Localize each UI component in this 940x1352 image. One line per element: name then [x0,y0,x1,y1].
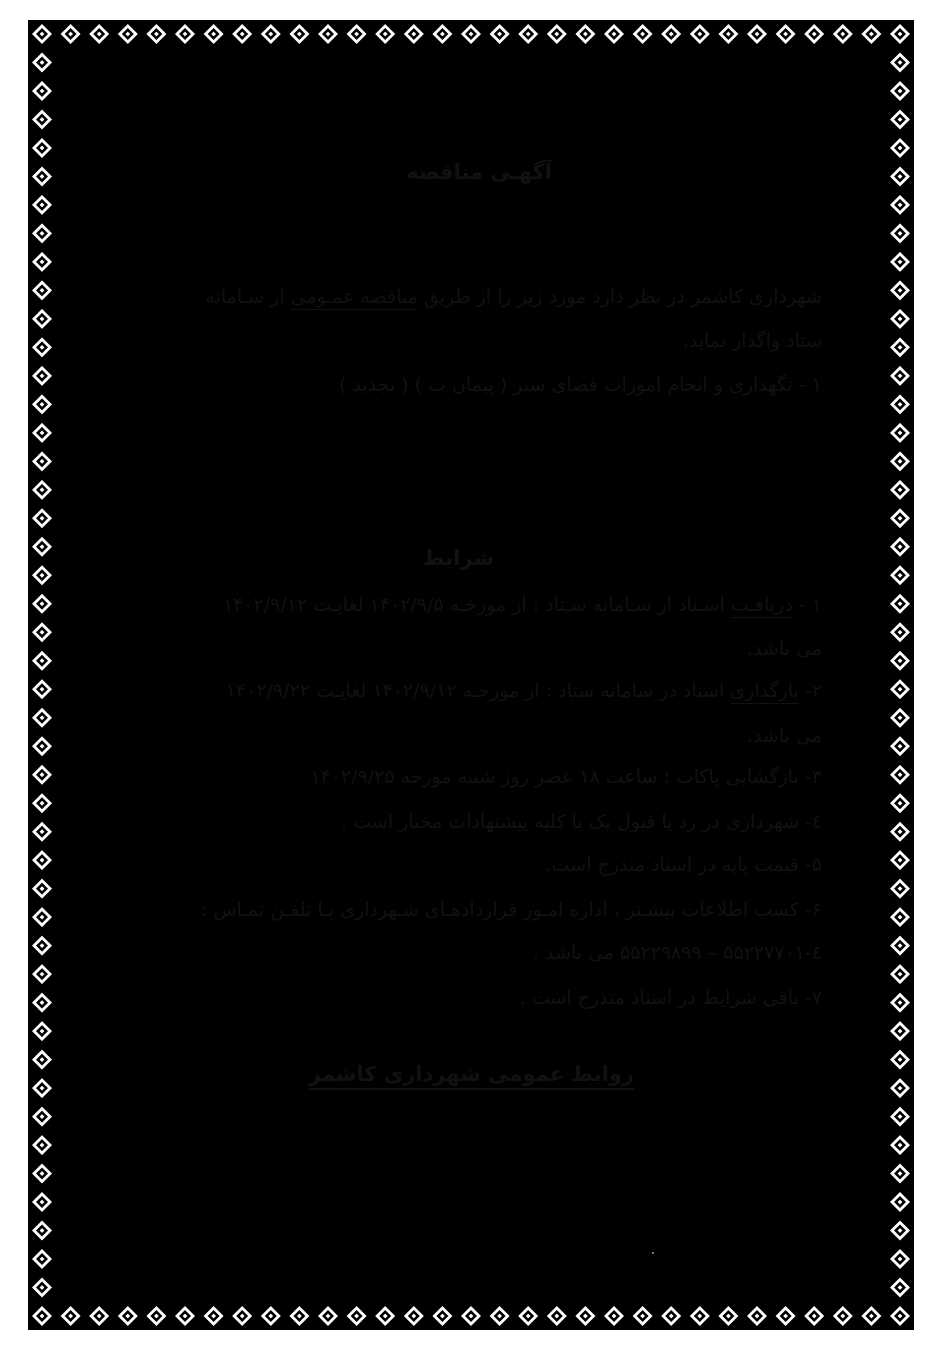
border-diamond-icon [890,594,910,614]
border-diamond-icon [32,1107,52,1127]
border-diamond-icon [518,24,538,44]
border-diamond-icon [118,24,138,44]
border-diamond-icon [575,24,595,44]
border-diamond-icon [32,109,52,129]
border-diamond-icon [32,1050,52,1070]
border-diamond-icon [890,81,910,101]
border-diamond-icon [747,1306,767,1326]
border-diamond-icon [890,822,910,842]
border-diamond-icon [890,736,910,756]
border-diamond-icon [32,708,52,728]
border-diamond-icon [890,622,910,642]
border-diamond-icon [890,280,910,300]
border-diamond-icon [61,1306,81,1326]
border-diamond-icon [318,24,338,44]
border-diamond-icon [890,936,910,956]
border-diamond-icon [32,594,52,614]
border-diamond-icon [890,993,910,1013]
condition-1-line-2: می باشد. [746,638,822,660]
condition-5: ۵- قیمت پایه در اسناد مندرج است. [545,854,822,876]
border-diamond-icon [32,622,52,642]
border-diamond-icon [890,480,910,500]
conditions-heading: شرایط [422,546,494,570]
border-diamond-icon [32,565,52,585]
border-diamond-icon [890,24,910,44]
condition-6-line-2: ٤-۵۵۲۲۷۷۰۱ – ۵۵۲۲۹۸۹۹ می باشد . [532,942,822,964]
condition-7: ۷- باقی شرایط در اسناد مندرج است . [519,987,822,1009]
border-diamond-icon [32,1221,52,1241]
border-diamond-icon [890,793,910,813]
border-diamond-icon [747,24,767,44]
border-diamond-icon [261,24,281,44]
border-diamond-icon [318,1306,338,1326]
border-diamond-icon [146,1306,166,1326]
intro-line-1 [205,286,822,308]
border-diamond-icon [32,765,52,785]
border-diamond-icon [347,24,367,44]
border-diamond-icon [718,24,738,44]
border-diamond-icon [490,24,510,44]
border-diamond-icon [890,394,910,414]
border-diamond-icon [32,679,52,699]
border-diamond-icon [61,24,81,44]
border-diamond-icon [232,24,252,44]
border-diamond-icon [890,1192,910,1212]
border-diamond-icon [890,423,910,443]
border-diamond-icon [633,1306,653,1326]
border-diamond-icon [32,394,52,414]
border-diamond-icon [175,24,195,44]
border-diamond-icon [32,736,52,756]
condition-2-text: اسناد در سامانه ستاد : از مورخـه ۱۴۰۲/۹/۱۲ لغایـت ۱۴۰۲/۹/۲۲ [225,680,731,702]
border-diamond-icon [32,480,52,500]
border-diamond-icon [890,309,910,329]
border-diamond-icon [32,451,52,471]
border-diamond-icon [890,1278,910,1298]
border-diamond-icon [32,1021,52,1041]
border-diamond-icon [32,651,52,671]
border-diamond-icon [575,1306,595,1326]
border-diamond-icon [32,964,52,984]
border-diamond-icon [604,24,624,44]
border-diamond-icon [32,993,52,1013]
signature-footer: روابط عمومی شهرداری کاشمر [308,1062,634,1086]
border-diamond-icon [890,850,910,870]
border-diamond-icon [232,1306,252,1326]
border-diamond-icon [890,166,910,186]
border-diamond-icon [32,223,52,243]
border-diamond-icon [547,1306,567,1326]
border-diamond-icon [890,708,910,728]
border-diamond-icon [890,337,910,357]
border-diamond-icon [289,24,309,44]
border-diamond-icon [890,195,910,215]
border-diamond-icon [347,1306,367,1326]
border-diamond-icon [89,1306,109,1326]
condition-2-line-2: می باشد. [746,725,822,747]
condition-1 [223,594,822,616]
border-diamond-icon [32,52,52,72]
border-diamond-icon [890,907,910,927]
border-diamond-icon [890,451,910,471]
condition-2-underlined: بارگذاری [730,680,799,702]
border-diamond-icon [289,1306,309,1326]
border-diamond-icon [204,24,224,44]
border-diamond-icon [690,24,710,44]
border-diamond-icon [890,1306,910,1326]
intro-text-b: از سـامانه [205,286,291,308]
condition-2-number: ۲- [798,680,822,702]
border-diamond-icon [661,24,681,44]
border-diamond-icon [833,24,853,44]
border-diamond-icon [32,1192,52,1212]
border-diamond-icon [890,1249,910,1269]
border-diamond-icon [890,964,910,984]
border-pattern-icon [28,20,914,1330]
border-diamond-icon [32,1135,52,1155]
border-diamond-icon [776,1306,796,1326]
border-diamond-icon [890,1221,910,1241]
condition-2 [226,680,822,702]
border-diamond-icon [890,537,910,557]
border-diamond-icon [32,537,52,557]
border-diamond-icon [890,138,910,158]
border-diamond-icon [804,1306,824,1326]
border-diamond-icon [175,1306,195,1326]
border-diamond-icon [890,651,910,671]
border-diamond-icon [776,24,796,44]
condition-1-number: ۱ - [792,594,822,616]
border-diamond-icon [890,679,910,699]
border-diamond-icon [890,765,910,785]
border-diamond-icon [32,280,52,300]
border-diamond-icon [833,1306,853,1326]
condition-6: ۶- کسب اطلاعات بیشـتر ، اداره امـور قراردادهـای شـهرداری بـا تلفـن تمـاس : [200,899,822,921]
border-diamond-icon [32,508,52,528]
item-1: ۱ - نگهداری و انجام امورات فضای سبز ( پیمان ب ) ( تجدید ) [338,374,822,396]
border-diamond-icon [32,879,52,899]
border-diamond-icon [661,1306,681,1326]
border-diamond-icon [890,508,910,528]
border-diamond-icon [547,24,567,44]
condition-3: ۳- بازگشایی پاکات : ساعت ۱۸ عصر روز شنبه مورخه ۱۴۰۲/۹/۲۵ [310,766,822,788]
border-diamond-icon [32,822,52,842]
border-diamond-icon [375,1306,395,1326]
border-diamond-icon [890,565,910,585]
border-diamond-icon [32,195,52,215]
border-diamond-icon [32,24,52,44]
border-diamond-icon [32,1249,52,1269]
border-diamond-icon [432,24,452,44]
border-diamond-icon [432,1306,452,1326]
border-diamond-icon [32,1164,52,1184]
border-diamond-icon [32,1278,52,1298]
border-diamond-icon [461,1306,481,1326]
border-diamond-icon [89,24,109,44]
intro-line-2: ستاد واگذار نماید. [682,330,822,352]
condition-4: ٤- شهرداری در رد یا قبول یک یا کلیه پیشنهادات مختار است . [341,811,822,833]
border-diamond-icon [890,1078,910,1098]
scan-speck [652,1252,654,1254]
border-diamond-icon [32,252,52,272]
intro-underlined: مناقصه عمـومی [290,286,418,308]
border-diamond-icon [32,309,52,329]
intro-text-a: شهرداری کاشمر در نظر دارد مورد زیر را از طریق [417,286,822,308]
border-diamond-icon [890,1050,910,1070]
border-diamond-icon [861,24,881,44]
border-diamond-icon [32,936,52,956]
border-diamond-icon [404,24,424,44]
border-diamond-icon [804,24,824,44]
border-diamond-icon [461,24,481,44]
border-diamond-icon [32,793,52,813]
border-diamond-icon [32,907,52,927]
border-diamond-icon [633,24,653,44]
border-diamond-icon [32,81,52,101]
border-diamond-icon [518,1306,538,1326]
border-diamond-icon [32,337,52,357]
border-diamond-icon [890,252,910,272]
border-diamond-icon [146,24,166,44]
border-diamond-icon [890,366,910,386]
border-diamond-icon [490,1306,510,1326]
border-diamond-icon [890,52,910,72]
border-diamond-icon [261,1306,281,1326]
border-diamond-icon [890,1164,910,1184]
border-diamond-icon [690,1306,710,1326]
border-diamond-icon [861,1306,881,1326]
border-diamond-icon [604,1306,624,1326]
border-diamond-icon [718,1306,738,1326]
page-title: آگهـی مناقصه [406,160,552,184]
border-diamond-icon [204,1306,224,1326]
border-diamond-icon [890,223,910,243]
decorative-border [28,20,914,1330]
border-diamond-icon [890,109,910,129]
border-diamond-icon [375,24,395,44]
border-diamond-icon [32,1306,52,1326]
border-diamond-icon [32,1078,52,1098]
border-diamond-icon [32,850,52,870]
condition-1-text: اسـناد از سـامانه سـتاد : از مورخـه ۱۴۰۲/۹/۵ لغایـت ۱۴۰۲/۹/۱۲ [222,594,731,616]
border-diamond-icon [32,166,52,186]
border-diamond-icon [118,1306,138,1326]
condition-1-underlined: دریافـت [730,594,793,616]
border-diamond-icon [32,423,52,443]
border-diamond-icon [890,879,910,899]
border-diamond-icon [32,138,52,158]
border-diamond-icon [404,1306,424,1326]
border-diamond-icon [890,1107,910,1127]
border-diamond-icon [890,1021,910,1041]
border-diamond-icon [890,1135,910,1155]
border-diamond-icon [32,366,52,386]
